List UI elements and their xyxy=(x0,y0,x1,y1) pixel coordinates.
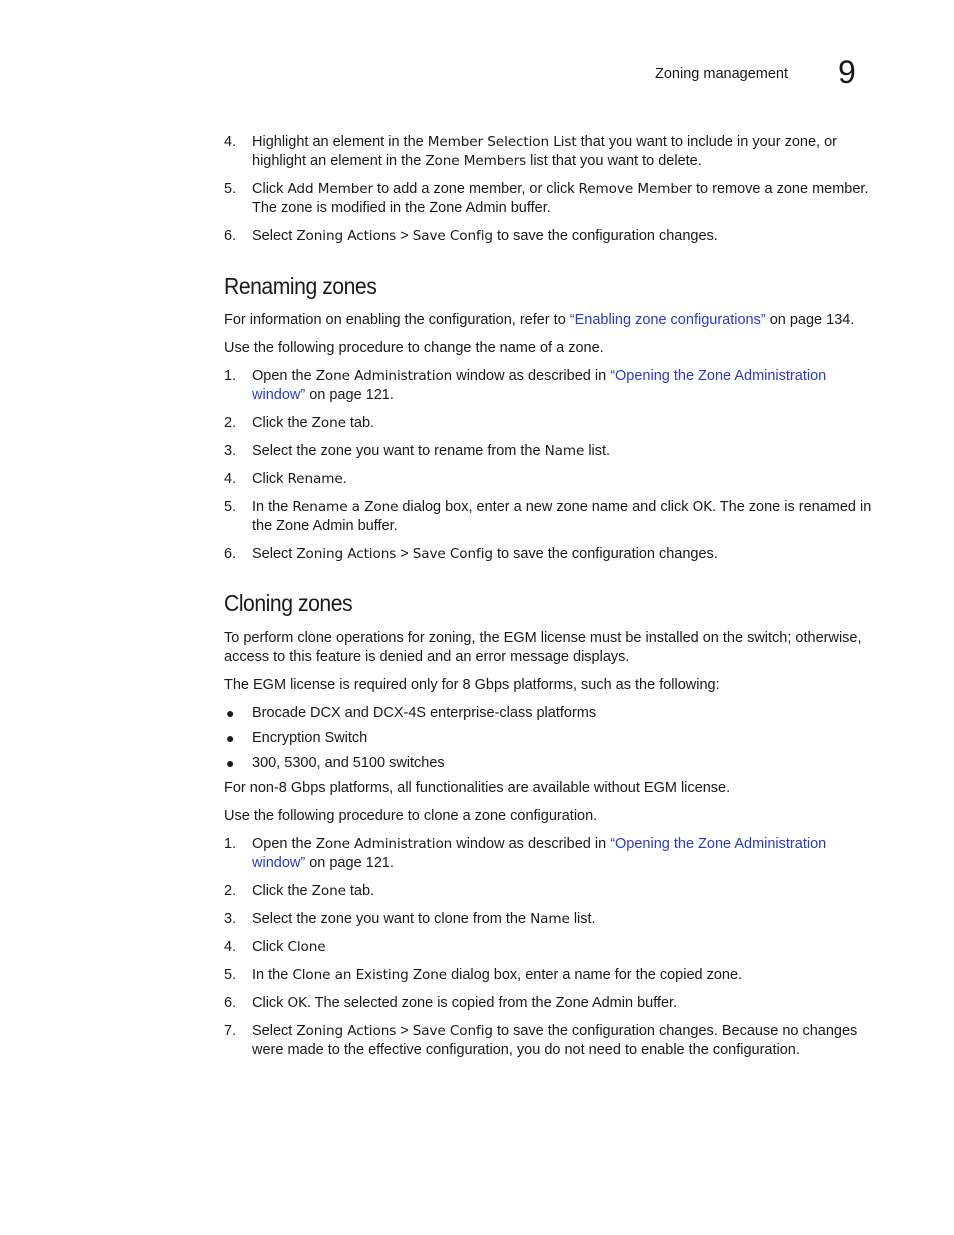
step-text: > xyxy=(396,228,413,244)
bullet-text: Brocade DCX and DCX-4S enterprise-class platforms xyxy=(252,705,597,721)
step-number: 4. xyxy=(224,471,237,487)
step-text: Select the zone you want to rename from the xyxy=(252,443,545,459)
intro-steps xyxy=(224,133,874,246)
list-item xyxy=(224,133,874,171)
step-number: 2. xyxy=(224,883,237,899)
step-number: 4. xyxy=(224,134,237,150)
step-text: In the xyxy=(252,967,293,983)
list-item xyxy=(224,1022,874,1060)
step-text: Click xyxy=(252,939,288,955)
list-item xyxy=(224,882,874,901)
step-text: r to remove a zone member. The zone is modified in the Zone Admin buffer. xyxy=(252,181,869,216)
section-heading-renaming: Renaming zones xyxy=(224,273,377,299)
step-number: 6. xyxy=(224,546,237,562)
page-content xyxy=(224,133,874,1069)
step-text: Open the xyxy=(252,836,316,852)
bullet-icon: ● xyxy=(226,705,235,721)
step-number: 3. xyxy=(224,443,237,459)
cross-reference-link[interactable]: “Opening the Zone Administration window” xyxy=(252,836,827,871)
step-text: dialog box, enter a name for the copied zone. xyxy=(447,967,743,983)
step-text: to save the configuration changes. xyxy=(492,546,718,562)
step-number: 2. xyxy=(224,415,237,431)
step-text: to save the configuration changes. xyxy=(492,228,718,244)
ui-term: Zone Administration xyxy=(315,368,453,384)
ui-term: Rename a Zone xyxy=(292,499,399,515)
ui-term: Member Selection List xyxy=(427,134,577,150)
step-number: 1. xyxy=(224,368,237,384)
paragraph: The EGM license is required only for 8 Gbps platforms, such as the following: xyxy=(224,677,720,693)
list-item xyxy=(224,227,874,246)
step-text: . The zone is renamed in the Zone Admin buffer. xyxy=(252,499,872,534)
paragraph: Use the following procedure to clone a zone configuration. xyxy=(224,808,598,824)
list-item xyxy=(224,442,874,461)
renaming-steps xyxy=(224,367,874,564)
list-item xyxy=(224,754,874,773)
chapter-number: 9 xyxy=(838,54,856,90)
step-number: 7. xyxy=(224,1023,237,1039)
section-heading-cloning: Cloning zones xyxy=(224,590,353,616)
paragraph: To perform clone operations for zoning, the EGM license must be installed on the switch; otherwise, access to this feature is denied and an error message displays. xyxy=(224,630,862,665)
ui-term: Add Member xyxy=(287,181,374,197)
step-text: on page 121. xyxy=(305,387,394,403)
step-text: window as described in xyxy=(452,836,611,852)
bullet-icon: ● xyxy=(226,755,235,771)
step-text: tab. xyxy=(345,415,375,431)
bullet-text: Encryption Switch xyxy=(252,730,368,746)
ui-term: OK xyxy=(287,995,307,1011)
step-text: Highlight an element in the xyxy=(252,134,428,150)
step-text: Click xyxy=(252,471,288,487)
step-text: Click the xyxy=(252,883,312,899)
step-number: 4. xyxy=(224,939,237,955)
list-item xyxy=(224,470,874,489)
paragraph-text: For information on enabling the configuration, refer to xyxy=(224,312,570,328)
step-text: Open the xyxy=(252,368,316,384)
step-text: to save the configuration changes. Because no changes were made to the effective configuration, you do not need to enable the configuration. xyxy=(252,1023,858,1058)
list-item xyxy=(224,994,874,1013)
step-text: to add a zone member, or click xyxy=(373,181,579,197)
step-number: 5. xyxy=(224,499,237,515)
step-number: 1. xyxy=(224,836,237,852)
ui-term: Remove Membe xyxy=(578,181,688,197)
ui-term: Zoning Actions xyxy=(296,228,397,244)
bullet-text: 300, 5300, and 5100 switches xyxy=(252,755,445,771)
list-item xyxy=(224,938,874,957)
bullet-icon: ● xyxy=(226,730,235,746)
step-text: In the xyxy=(252,499,293,515)
list-item xyxy=(224,545,874,564)
step-text: Select the zone you want to clone from the xyxy=(252,911,531,927)
list-item xyxy=(224,414,874,433)
step-text: . xyxy=(342,471,347,487)
step-text: on page 121. xyxy=(305,855,394,871)
ui-term: Zone Administration xyxy=(315,836,453,852)
step-number: 5. xyxy=(224,967,237,983)
step-text: window as described in xyxy=(452,368,611,384)
step-text: list. xyxy=(584,443,611,459)
step-number: 6. xyxy=(224,228,237,244)
ui-term: Clone an Existing Zone xyxy=(292,967,448,983)
list-item xyxy=(224,835,874,873)
step-text: . The selected zone is copied from the Zone Admin buffer. xyxy=(306,995,678,1011)
running-title: Zoning management xyxy=(655,66,788,82)
list-item xyxy=(224,729,874,748)
ui-term: Zone xyxy=(311,415,346,431)
ui-term: Save Config xyxy=(412,228,493,244)
ui-term: Clone xyxy=(287,939,326,955)
list-item xyxy=(224,180,874,218)
paragraph: For non-8 Gbps platforms, all functionalities are available without EGM license. xyxy=(224,780,731,796)
cross-reference-link[interactable]: “Opening the Zone Administration window” xyxy=(252,368,827,403)
list-item xyxy=(224,910,874,929)
paragraph xyxy=(224,311,874,330)
ui-term: Zone Members xyxy=(425,153,527,169)
platform-list xyxy=(224,704,874,773)
list-item xyxy=(224,498,874,536)
step-text: tab. xyxy=(345,883,375,899)
ui-term: OK xyxy=(692,499,712,515)
ui-term: Zoning Actions xyxy=(296,1023,397,1039)
step-text: list that you want to delete. xyxy=(526,153,702,169)
list-item xyxy=(224,367,874,405)
ui-term: Zoning Actions xyxy=(296,546,397,562)
ui-term: Name xyxy=(544,443,585,459)
step-text: Click xyxy=(252,995,288,1011)
step-text: > xyxy=(396,1023,413,1039)
step-text: Select xyxy=(252,228,297,244)
list-item xyxy=(224,704,874,723)
list-item xyxy=(224,966,874,985)
step-text: Click the xyxy=(252,415,312,431)
step-text: Select xyxy=(252,1023,297,1039)
step-text: that you want to include in your zone, or highlight an element in the xyxy=(252,134,837,169)
paragraph: Use the following procedure to change the name of a zone. xyxy=(224,340,604,356)
page-header xyxy=(0,54,954,94)
cross-reference-link[interactable]: “Enabling zone configurations” xyxy=(569,312,766,328)
paragraph-text: on page 134. xyxy=(765,312,855,328)
ui-term: Rename xyxy=(287,471,343,487)
ui-term: Name xyxy=(530,911,570,927)
cloning-steps xyxy=(224,835,874,1060)
ui-term: Save Config xyxy=(412,1023,493,1039)
step-number: 3. xyxy=(224,911,237,927)
ui-term: Zone xyxy=(311,883,346,899)
step-text: Click xyxy=(252,181,288,197)
step-number: 6. xyxy=(224,995,237,1011)
step-number: 5. xyxy=(224,181,237,197)
step-text: > xyxy=(396,546,413,562)
step-text: Select xyxy=(252,546,297,562)
ui-term: Save Config xyxy=(412,546,493,562)
step-text: list. xyxy=(569,911,596,927)
step-text: dialog box, enter a new zone name and click xyxy=(398,499,693,515)
